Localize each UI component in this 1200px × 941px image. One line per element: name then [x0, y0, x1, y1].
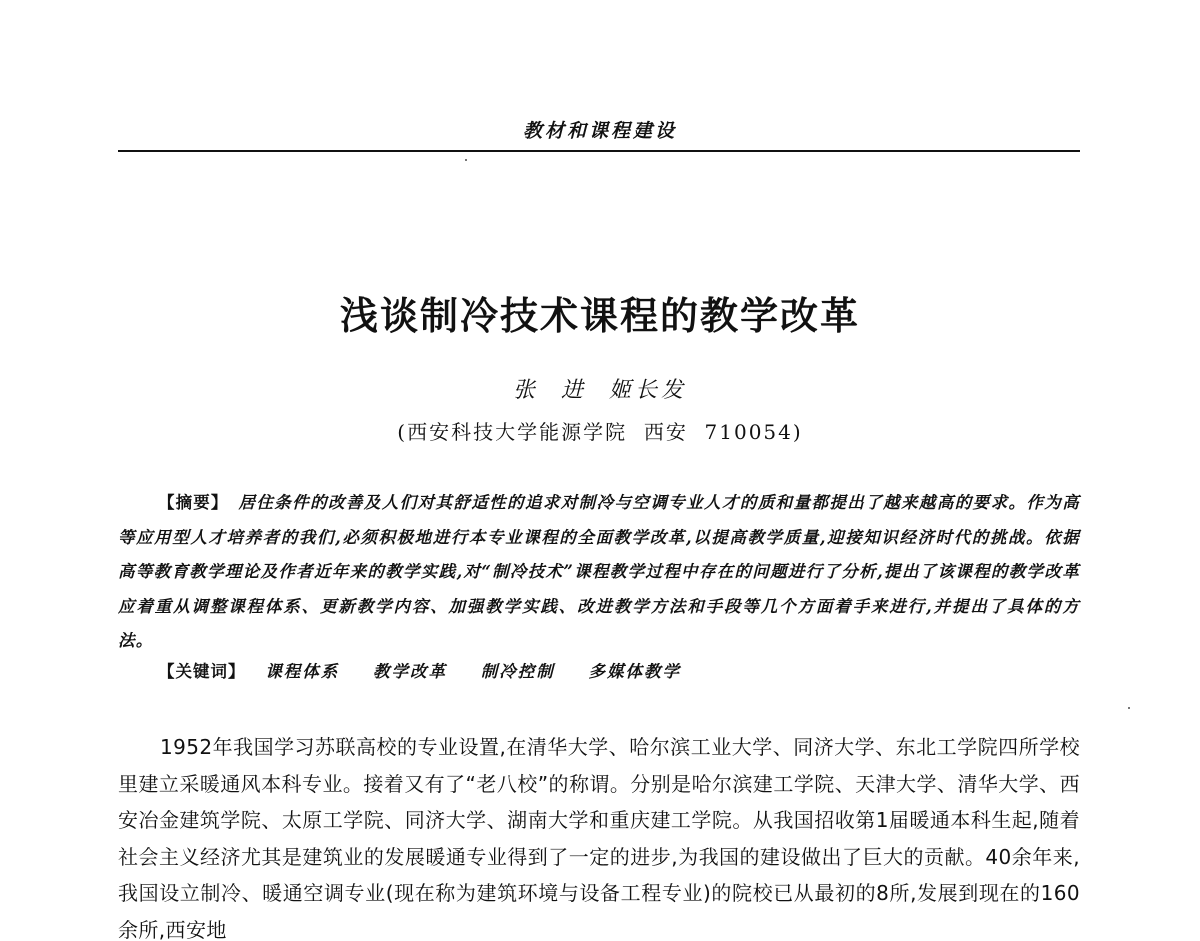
scan-speck: [1128, 707, 1130, 709]
keywords-label: 【关键词】: [158, 662, 246, 681]
scan-speck: [465, 159, 467, 161]
body-paragraph: 1952年我国学习苏联高校的专业设置,在清华大学、哈尔滨工业大学、同济大学、东北工学院四所学校里建立采暖通风本科专业。接着又有了“老八校”的称谓。分别是哈尔滨建工学院、天津大学、清华大学、西安冶金建筑学院、太原工学院、同济大学、湖南大学和重庆建工学院。从我国招收第1届暖通本科生起,随着社会主义经济尤其是建筑业的发展暖通专业得到了一定的进步,为我国的建设做出了巨大的贡献。40余年来,我国设立制冷、暖通空调专业(现在称为建筑环境与设备工程专业)的院校已从最初的8所,发展到现在的160余所,西安地: [118, 735, 1080, 941]
keyword: 多媒体教学: [588, 662, 681, 681]
abstract-label: 【摘要】: [158, 493, 229, 512]
authors: 张 进 姬长发: [513, 378, 687, 403]
abstract-text: 居住条件的改善及人们对其舒适性的追求对制冷与空调专业人才的质和量都提出了越来越高的要求。作为高等应用型人才培养者的我们,必须积极地进行本专业课程的全面教学改革,以提高教学质量,迎接知识经济时代的挑战。依据高等教育教学理论及作者近年来的教学实践,对“制冷技术”课程教学过程中存在的问题进行了分析,提出了该课程的教学改革应着重从调整课程体系、更新教学内容、加强教学实践、改进教学方法和手段等几个方面着手来进行,并提出了具体的方法。: [118, 493, 1080, 650]
keyword: 课程体系: [265, 662, 340, 681]
running-head: 教材和课程建设: [522, 120, 677, 142]
keyword: 制冷控制: [480, 662, 555, 681]
keyword: 教学改革: [373, 662, 447, 681]
affiliation: (西安科技大学能源学院 西安 710054): [397, 420, 803, 444]
paper-title: 浅谈制冷技术课程的教学改革: [339, 294, 860, 338]
keywords: [158, 655, 1078, 689]
header-rule: [118, 150, 1080, 152]
abstract: [118, 486, 1080, 659]
